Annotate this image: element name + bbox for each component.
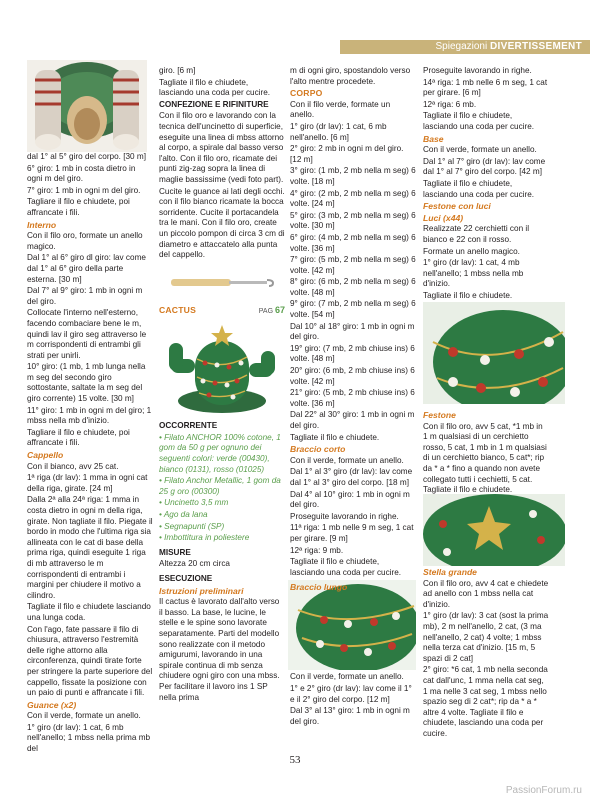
text: Con il filo oro e lavorando con la tecnica dell'uncinetto di superficie, eseguite una linea di mbss attorno al corpo, a spirale dal basso verso l'alto. Con il filo oro, ricamate dei punti zig-zag sopra la linea di maglie bassissime (vedi foto part).	[159, 111, 284, 184]
photo-caption-title: Braccio lungo	[290, 582, 348, 593]
text: Con il verde, formate un anello.	[290, 455, 404, 465]
text: 5° giro: (3 mb, 2 mb nella m seg) 6 volte. [30 m]	[290, 210, 416, 231]
text: Ago da lana	[163, 510, 208, 520]
text: Realizzate 22 cerchietti con il bianco e 22 con il rosso.	[423, 224, 530, 244]
cactus-title: CACTUS	[159, 304, 197, 315]
page-ref-label: PAG	[258, 307, 274, 315]
text: Con il verde, formate un anello.	[423, 145, 537, 155]
text: Tagliate il filo e chiudete, lasciando una coda per cucire.	[159, 77, 271, 98]
text: 1° giro (dr lav): 1 cat, 6 mb nell'anello; 1 mbss nella prima mb del	[27, 722, 151, 754]
header-section: DIVERTISSEMENT	[490, 41, 582, 52]
text: Imbottitura in poliestere	[164, 533, 250, 543]
text: Con il filo verde, formate un anello.	[290, 99, 391, 120]
text: 3° giro: (1 mb, 2 mb nella m seg) 6 volte. [18 m]	[290, 166, 416, 186]
text: Filato ANCHOR 100% cotone, 1 gom da 50 g per ognuno dei seguenti colori: verde (00430), bianco (0131), rosso (01025)	[159, 432, 281, 474]
column-4-bottom	[423, 567, 549, 741]
long-arm-photo	[288, 580, 418, 670]
text: Proseguite lavorando in righe.	[423, 66, 532, 75]
section-header	[340, 40, 590, 54]
subheading: MISURE	[159, 547, 191, 557]
text: Con il filo oro, formate un anello magico.	[27, 231, 143, 251]
text: Dal 22° al 30° giro: 1 mb in ogni m del giro.	[290, 410, 415, 430]
subheading: Istruzioni preliminari	[159, 585, 244, 596]
text: Uncinetto 3,5 mm	[164, 498, 229, 508]
page-number: 53	[289, 754, 301, 766]
column-1	[27, 152, 153, 756]
list-item: • Uncinetto 3,5 mm	[159, 498, 229, 508]
text: 10° giro: (1 mb, 1 mb lunga nella m seg del secondo giro sottostante, saltate la m seg del giro corrente) 15 volte. [30 m]	[27, 362, 146, 404]
text: Dal 3° al 13° giro: 1 mb in ogni m del giro.	[290, 706, 410, 726]
festone-photo	[423, 302, 565, 404]
cactus-photo	[159, 319, 285, 417]
text: 1° giro (dr lav): 3 cat (sost la prima mb), 2 m nell'anello, 2 cat, (3 ma nell'anello, 2 cat) 4 volte; 1 mbss nella terza cat d'inizio. [15 m, 5 spazi di 2 cat]	[423, 611, 549, 663]
text: 1° giro (dr lav): 1 cat, 6 mb nell'anello. [6 m]	[290, 121, 387, 142]
text: 2° giro: 2 mb in ogni m del giro. [12 m]	[290, 144, 404, 164]
subheading: ESECUZIONE	[159, 574, 213, 583]
text: 7° giro: (5 mb, 2 mb nella m seg) 6 volte. [42 m]	[290, 255, 416, 275]
subheading: Stella grande	[423, 567, 477, 577]
text: 12ª riga: 6 mb.	[423, 99, 477, 109]
stella-photo	[423, 494, 565, 566]
subheading: Luci (x44)	[423, 212, 464, 223]
text: Dal 1° al 6° giro dl giro: lav come dal 1° al 6° giro della parte esterna. [30 m]	[27, 253, 146, 284]
column-2	[159, 66, 285, 704]
text: 6° giro: (4 mb, 2 mb nella m seg) 6 volte. [36 m]	[290, 232, 416, 253]
text: Tagliate il filo e chiudete, lasciando una coda per cucire.	[290, 557, 402, 577]
text: Tagliare il filo e chiudete, poi affrancate i fili.	[27, 427, 130, 448]
text: dal 1° al 5° giro del corpo. [30 m]	[27, 152, 146, 161]
text: Formate un anello magico.	[423, 246, 520, 256]
watermark: PassionForum.ru	[505, 785, 582, 796]
column-3	[290, 66, 416, 728]
text: Collocate l'interno nell'esterno, facendo combaciare bene le m, quindi lav il giro seg attraverso le m corrispondenti di entrambi gli strati per unirli.	[27, 308, 147, 360]
list-item: • Filato Anchor Metallic, 1 gom da 25 g oro (00300)	[159, 476, 281, 496]
text: Dal 1° al 7° giro (dr lav): lav come dal 1° al 7° giro del corpo. [42 m]	[423, 156, 546, 177]
subheading: Guance (x2)	[27, 699, 77, 710]
text: giro. [6 m]	[159, 66, 196, 75]
text: 7° giro: 1 mb in ogni m del giro.	[27, 185, 141, 195]
text: 1° e 2° giro (dr lav): lav come il 1° e il 2° giro del corpo. [12 m]	[290, 683, 412, 704]
crochet-hook-image	[159, 267, 285, 297]
subheading: Braccio corto	[290, 444, 346, 455]
text: Con il filo oro, avv 4 cat e chiedete ad anello con 1 mbss nella cat d'inizio.	[423, 578, 549, 609]
header-prefix: Spiegazioni	[435, 41, 488, 52]
text: Proseguite lavorando in righe.	[290, 511, 399, 521]
text: 4° giro: (2 mb, 2 mb nella m seg) 6 volte. [24 m]	[290, 188, 416, 209]
text: Con il verde, formate un anello.	[27, 711, 141, 721]
text: Dal 1° al 3° giro (dr lav): lav come dal 1° al 3° giro del corpo. [18 m]	[290, 467, 413, 487]
text: 9° giro: (7 mb, 2 mb nella m seg) 6 volte. [54 m]	[290, 299, 416, 320]
text: Il cactus è lavorato dall'alto verso il basso. La base, le lucine, le stelle e le spine sono lavorate separatamente. Parti del modello sono realizzate con il metodo amigurumi, lavorando in una spirale continua di mb senza chiudere ogni giro con una mbss. Per facilitare il lavoro ins 1 SP nella prima	[159, 597, 280, 702]
text: Cucite le guance ai lati degli occhi. con il filo bianco ricamate la bocca sorridente. Cucite il portacandela tra le mani. Con il filo oro, create un piccolo pompon di circa 3 cm di diametro e attaccatelo alla punta del cappello.	[159, 186, 285, 260]
text: Tagliate il filo e chiudete.	[423, 290, 513, 300]
text: Con il bianco, avv 25 cat.	[27, 461, 119, 471]
page-ref	[259, 305, 285, 318]
text: 1° giro (dr lav): 1 cat, 4 mb nell'anello; 1 mbss nella mb d'inizio.	[423, 258, 524, 289]
page-ref-number: 67	[274, 304, 285, 315]
text: Tagliate il filo e chiudete, lasciando una coda per cucire.	[423, 178, 535, 199]
text: Con il filo oro, avv 5 cat, *1 mb in 1 m qualsiasi di un cerchietto rosso, 5 cat, 1 mb in 1 m qualsiasi di un cerchietto bianco, 5 cat*; rip da * a * fino a quando non avete collegato tutti i cechietti, 5 cat. Tagliate il filo e chiudete.	[423, 421, 547, 495]
text: Dal 10° al 18° giro: 1 mb in ogni m del giro.	[290, 321, 415, 342]
text: m di ogni giro, spostandolo verso l'alto mentre procedete.	[290, 66, 411, 86]
subheading: Festone con luci	[423, 201, 491, 212]
cactus-heading	[159, 305, 285, 318]
text: Tagliate il filo e chiudete lasciando una lunga coda.	[27, 602, 151, 622]
text: 21° giro: (5 mb, 2 mb chiuse ins) 6 volte. [36 m]	[290, 388, 415, 408]
text: 19° giro: (7 mb, 2 mb chiuse ins) 6 volte. [48 m]	[290, 343, 415, 364]
text: Dal 4° al 10° giro: 1 mb in ogni m del giro.	[290, 489, 410, 510]
list-item: • Imbottitura in poliestere	[159, 533, 250, 543]
text: Filato Anchor Metallic, 1 gom da 25 g oro (00300)	[159, 476, 281, 496]
text: 2° giro: *6 cat, 1 mb nella seconda cat dall'unc, 1 mma nella cat seg, 1 ma nelle 3 cat seg, 1 mbss nello spazio seg di 2 cat*; rip da * a * altre 4 volte. Tagliate il filo e chiudete, lasciando una coda per cucire.	[423, 665, 548, 738]
text: 6° giro: 1 mb in costa dietro in ogni m del giro.	[27, 163, 136, 184]
text: 20° giro: (6 mb, 2 mb chiuse ins) 6 volte. [42 m]	[290, 366, 415, 386]
text: 1ª riga (dr lav): 1 mma in ogni cat della riga, girate. [24 m]	[27, 473, 148, 493]
list-item: • Segnapunti (SP)	[159, 521, 225, 531]
text: Altezza 20 cm circa	[159, 559, 230, 569]
subheading: Cappello	[27, 450, 64, 461]
subheading: Base	[423, 133, 444, 144]
list-item: • Filato ANCHOR 100% cotone, 1 gom da 50 g per ognuno dei seguenti colori: verde (00430), bianco (0131), rosso (01025)	[159, 432, 281, 474]
text: Segnapunti (SP)	[164, 521, 225, 531]
text: 12ª riga: 9 mb.	[290, 545, 344, 555]
subheading: Festone	[423, 410, 456, 420]
subheading: CONFEZIONE E RIFINITURE	[159, 99, 269, 109]
text: 11° giro: 1 mb in ogni m del giro; 1 mbss nella mb d'inizio.	[27, 405, 152, 426]
text: Dal 7° al 9° giro: 1 mb in ogni m del giro.	[27, 286, 143, 306]
reindeer-photo	[27, 60, 147, 152]
subheading: CORPO	[290, 88, 323, 99]
column-4	[423, 66, 549, 302]
text: Tagliate il filo e chiudete, lasciando una coda per cucire.	[423, 111, 535, 131]
text: Dalla 2ª alla 24ª riga: 1 mma in costa dietro in ogni m della riga, girate. Non tagliate il filo. Piegate il bordo in modo che l'ultima riga sia allineata con le cat di base della prima riga, quindi eseguite 1 riga di mb attraverso le m corrispondenti di entrambi i margini per chiudere il motivo a cilindro.	[27, 495, 153, 600]
text: 11ª riga: 1 mb nelle 9 m seg, 1 cat per girare. [9 m]	[290, 523, 414, 543]
text: 8° giro: (6 mb, 2 mb nella m seg) 6 volte. [48 m]	[290, 277, 416, 297]
text: Tagliare il filo e chiudete, poi affrancate i fili.	[27, 197, 130, 217]
text: Tagliate il filo e chiudete.	[290, 432, 380, 442]
text: Con l'ago, fate passare il filo di chiusura, attraverso l'estremità delle righe attorno alla circonferenza, quindi tirate forte per stringere la parte superiore del cappello, fissate la posizione con un paio di punti e affrancate i fili.	[27, 624, 153, 698]
text: 14ª riga: 1 mb nelle 6 m seg, 1 cat per girare. [6 m]	[423, 77, 548, 98]
subheading: Interno	[27, 219, 57, 230]
subheading: OCCORRENTE	[159, 421, 218, 431]
column-4-lower	[423, 410, 549, 497]
list-item: • Ago da lana	[159, 510, 208, 520]
text: Con il verde, formate un anello.	[290, 672, 404, 682]
